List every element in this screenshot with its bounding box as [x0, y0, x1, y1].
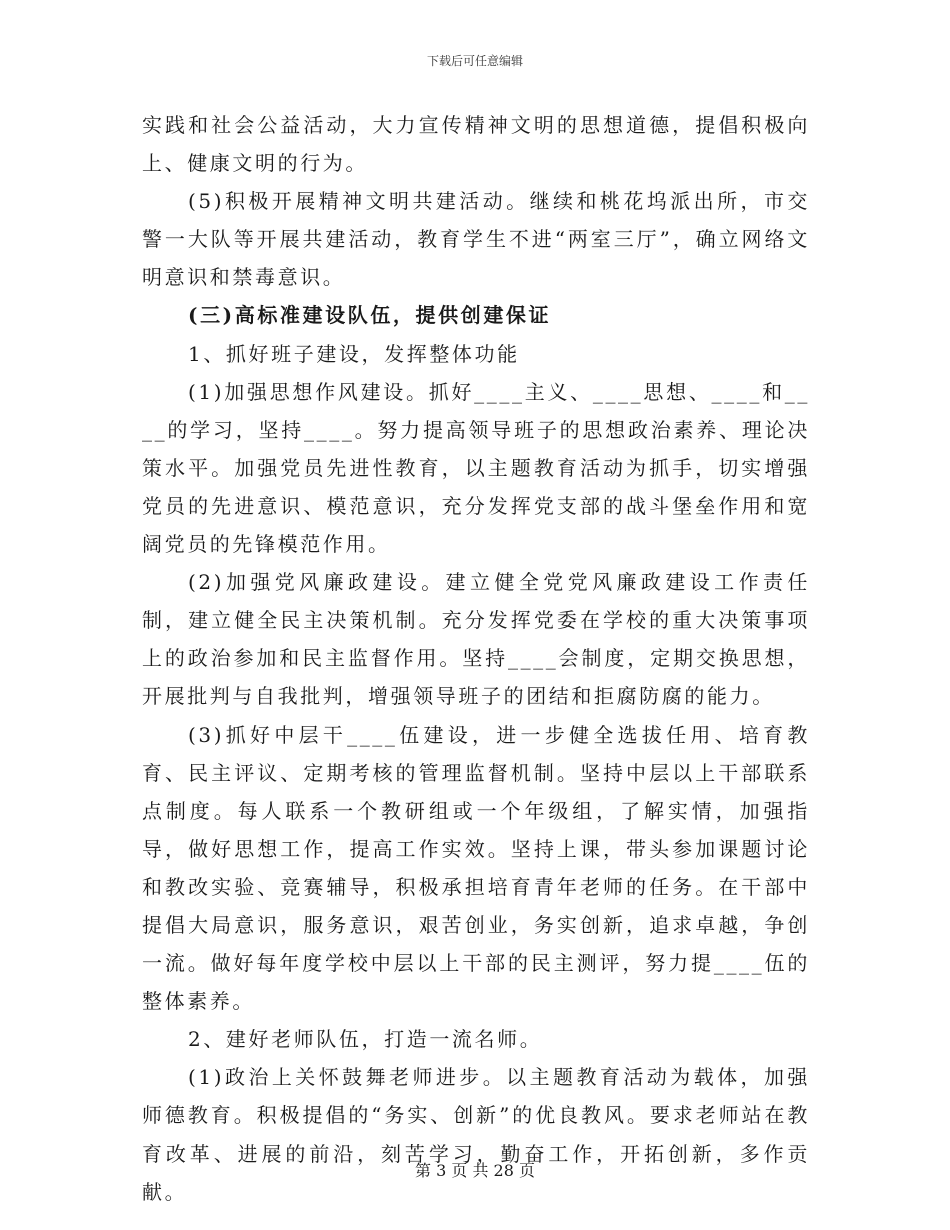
paragraph-continuation: 实践和社会公益活动，大力宣传精神文明的思想道德，提倡积极向上、健康文明的行为。	[142, 113, 810, 176]
paragraph-item-2: (2)加强党风廉政建设。建立健全党党风廉政建设工作责任制，建立健全民主决策机制。充分发挥党委在学校的重大决策事项上的政治参加和民主监督作用。坚持____会制度，定期交换思想，开展批判与自我批判，增强领导班子的团结和拒腐防腐的能力。	[142, 570, 810, 709]
page-number: 第 3 页 共 28 页	[415, 1161, 535, 1180]
subheading-1: 1、抓好班子建设，发挥整体功能	[188, 341, 520, 366]
header-note: 下载后可任意编辑	[426, 54, 523, 68]
paragraph-item-5: (5)积极开展精神文明共建活动。继续和桃花坞派出所，市交警一大队等开展共建活动，教育学生不进“两室三厅”，确立网络文明意识和禁毒意识。	[142, 189, 810, 290]
paragraph-teacher-item-1: (1)政治上关怀鼓舞老师进步。以主题教育活动为载体，加强师德教育。积极提倡的“务实、创新”的优良教风。要求老师站在教育改革、进展的前沿，刻苦学习，勤奋工作，开拓创新，多作贡献。	[142, 1065, 810, 1204]
subheading-2: 2、建好老师队伍，打造一流名师。	[188, 1027, 543, 1052]
paragraph-item-3: (3)抓好中层干____伍建设，进一步健全选拔任用、培育教育、民主评议、定期考核的管理监督机制。坚持中层以上干部联系点制度。每人联系一个教研组或一个年级组，了解实情，加强指导，做好思想工作，提高工作实效。坚持上课，带头参加课题讨论和教改实验、竞赛辅导，积极承担培育青年老师的任务。在干部中提倡大局意识，服务意识，艰苦创业，务实创新，追求卓越，争创一流。做好每年度学校中层以上干部的民主测评，努力提____伍的整体素养。	[142, 722, 810, 1014]
section-heading-3: (三)高标准建设队伍，提供创建保证	[188, 303, 552, 328]
document-body	[142, 106, 810, 1211]
paragraph-item-1: (1)加强思想作风建设。抓好____主义、____思想、____和____的学习，坚持____。努力提高领导班子的思想政治素养、理论决策水平。加强党员先进性教育，以主题教育活动为抓手，切实增强党员的先进意识、模范意识，充分发挥党支部的战斗堡垒作用和宽阔党员的先锋模范作用。	[142, 379, 810, 557]
